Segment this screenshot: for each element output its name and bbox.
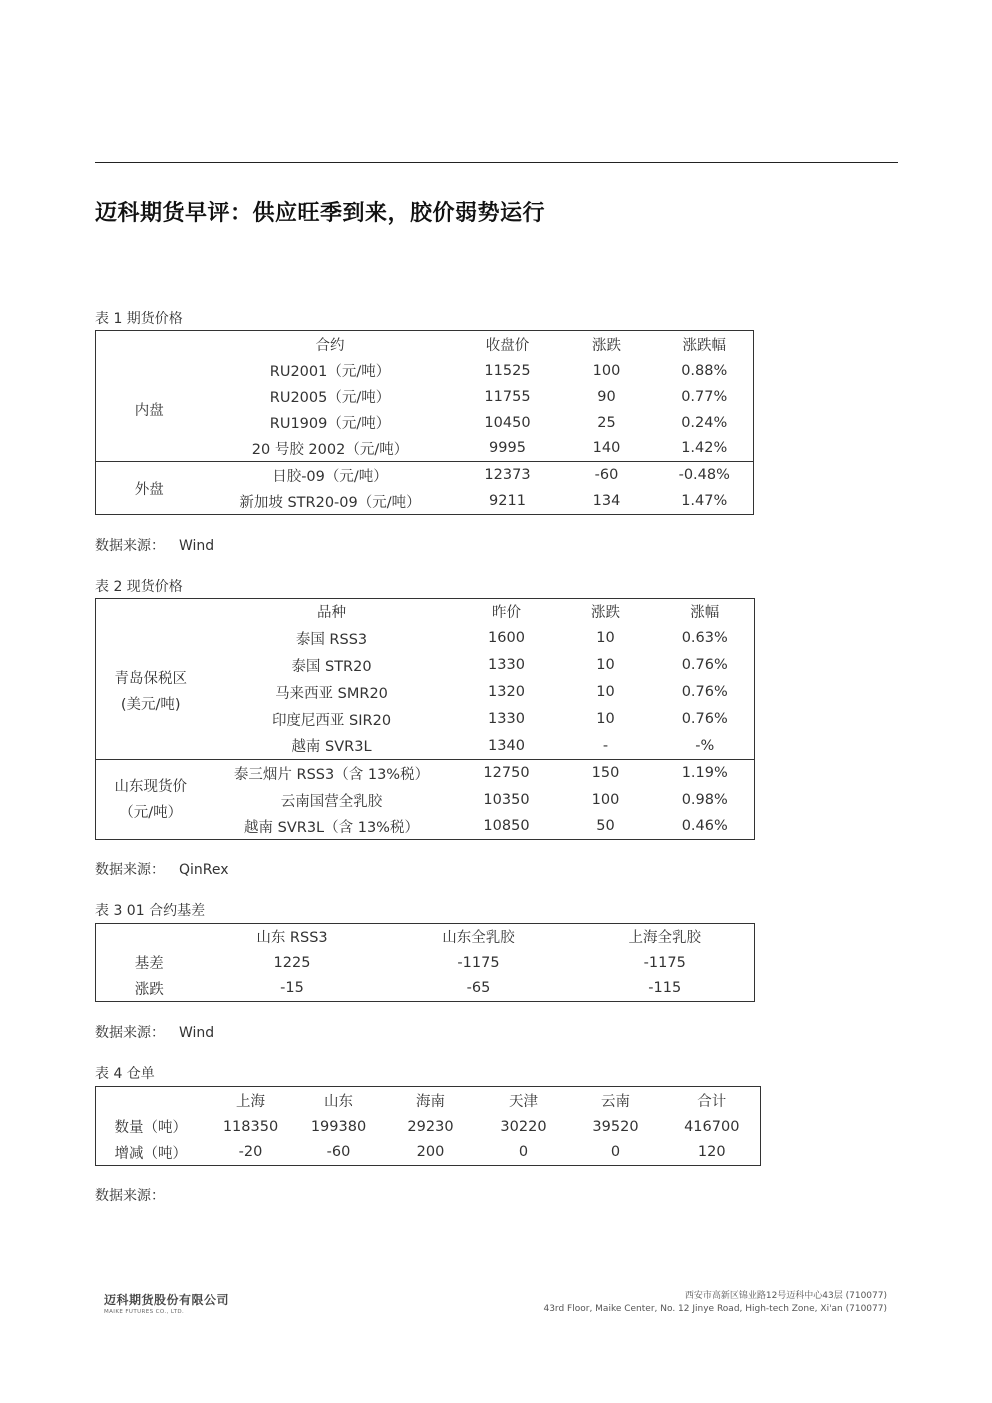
cell: 1330 xyxy=(488,711,525,727)
cell: 泰国 STR20 xyxy=(291,658,372,675)
cell: 云南国营全乳胶 xyxy=(280,793,383,810)
header-close: 收盘价 xyxy=(485,337,530,354)
table2-caption: 表 2 现货价格 xyxy=(95,579,183,595)
cell: -15 xyxy=(280,980,304,997)
table-header-row xyxy=(96,924,755,950)
address-cn: 西安市高新区锦业路12号迈科中心43层 (710077) xyxy=(684,1291,887,1301)
futures-price-table xyxy=(95,330,754,515)
cell: 泰国 RSS3 xyxy=(295,631,368,648)
company-logo xyxy=(104,1291,229,1315)
cell: 20 号胶 2002（元/吨） xyxy=(251,441,409,458)
source-label: 数据来源： xyxy=(95,1025,165,1041)
cell: 日胶-09（元/吨） xyxy=(203,462,458,489)
cell: 1320 xyxy=(488,684,525,700)
cell: 0.46% xyxy=(681,818,728,835)
header-change-pct: 涨跌幅 xyxy=(682,337,726,354)
table3-caption: 表 3 01 合约基差 xyxy=(95,903,206,919)
source-value: QinRex xyxy=(179,862,229,878)
table-header-row xyxy=(96,1087,761,1114)
table-row xyxy=(96,1140,761,1166)
cell: 0.76% xyxy=(681,711,728,727)
cell: 新加坡 STR20-09（元/吨） xyxy=(239,494,421,511)
group-label: 内盘 xyxy=(134,402,164,419)
header-change: 涨跌 xyxy=(592,337,621,354)
company-name-en: MAIKE FUTURES CO., LTD. xyxy=(104,1309,185,1315)
cell: 越南 SVR3L xyxy=(291,739,372,756)
group-label xyxy=(96,760,206,840)
cell: 0 xyxy=(518,1144,529,1161)
row-label: 涨跌 xyxy=(134,981,164,998)
row-label: 数量（吨） xyxy=(114,1120,187,1136)
header-change: 涨跌 xyxy=(591,605,620,622)
header-shanghai: 上海 xyxy=(236,1093,265,1110)
table-header-row xyxy=(96,599,755,625)
basis-table xyxy=(95,923,755,1002)
cell: 1600 xyxy=(488,630,525,646)
cell: -60 xyxy=(558,462,656,489)
table-row xyxy=(96,625,755,652)
group-label xyxy=(96,625,206,760)
cell: 越南 SVR3L（含 13%税） xyxy=(244,819,419,836)
cell: 印度尼西亚 SIR20 xyxy=(271,712,392,729)
cell: 11755 xyxy=(484,388,531,405)
table1-source xyxy=(95,535,214,555)
cell: -60 xyxy=(326,1144,351,1161)
cell: 10850 xyxy=(483,818,530,835)
cell: 10 xyxy=(596,684,615,700)
cell: 10 xyxy=(596,657,615,673)
company-name-cn: 迈科期货股份有限公司 xyxy=(104,1293,230,1307)
group-unit: (美元/吨) xyxy=(120,696,181,713)
cell: 1.19% xyxy=(656,760,755,787)
cell: 1340 xyxy=(488,737,525,754)
cell: 100 xyxy=(591,792,620,808)
header-variety: 品种 xyxy=(317,605,346,622)
page-title: 迈科期货早评：供应旺季到来，胶价弱势运行 xyxy=(95,201,546,226)
spot-price-table xyxy=(95,598,755,840)
row-label: 增减（吨） xyxy=(114,1145,187,1162)
cell: 25 xyxy=(597,414,616,431)
cell: 泰三烟片 RSS3（含 13%税） xyxy=(206,760,458,787)
cell: 0.63% xyxy=(681,630,728,646)
cell: 1.42% xyxy=(681,440,728,457)
table-row xyxy=(96,950,755,976)
cell: 0.77% xyxy=(681,388,728,405)
table4-caption: 表 4 仓单 xyxy=(95,1066,155,1082)
table3-source xyxy=(95,1022,214,1042)
cell: 199380 xyxy=(310,1118,367,1135)
cell: 1.47% xyxy=(681,493,728,510)
cell: -1175 xyxy=(643,954,686,971)
cell: 马来西亚 SMR20 xyxy=(275,685,388,702)
cell: 200 xyxy=(416,1144,445,1161)
header-rule xyxy=(95,162,898,163)
table-row xyxy=(96,976,755,1002)
cell: 1225 xyxy=(273,954,311,971)
cell: 0.76% xyxy=(681,657,728,673)
group-name: 山东现货价 xyxy=(114,778,187,795)
cell: 10350 xyxy=(483,792,530,808)
cell: 0.24% xyxy=(681,414,728,431)
table2-source xyxy=(95,859,229,879)
cell: 1330 xyxy=(488,657,525,673)
address-en: 43rd Floor, Maike Center, No. 12 Jinye Road, High-tech Zone, Xi'an (710077) xyxy=(543,1304,887,1314)
cell: 10 xyxy=(596,630,615,646)
group-name: 青岛保税区 xyxy=(114,670,187,687)
company-address xyxy=(543,1290,887,1316)
cell: 100 xyxy=(592,362,621,379)
cell: -20 xyxy=(238,1144,263,1161)
cell: 9995 xyxy=(489,440,526,457)
cell: 11525 xyxy=(484,362,531,379)
cell: RU2005（元/吨） xyxy=(269,390,391,406)
header-shandong: 山东 xyxy=(324,1093,353,1110)
cell: 118350 xyxy=(222,1118,279,1135)
cell: 90 xyxy=(597,388,616,405)
header-contract: 合约 xyxy=(315,337,345,354)
header-yunnan: 云南 xyxy=(601,1093,630,1110)
table1-caption: 表 1 期货价格 xyxy=(95,311,183,327)
cell: 0.98% xyxy=(681,792,728,808)
source-value: Wind xyxy=(179,1025,215,1041)
source-label: 数据来源： xyxy=(95,1188,165,1204)
table4-source xyxy=(95,1185,179,1205)
header-shanghai-latex: 上海全乳胶 xyxy=(628,930,701,947)
cell: RU1909（元/吨） xyxy=(269,416,391,432)
header-change-pct: 涨幅 xyxy=(690,605,720,622)
cell: - xyxy=(602,737,609,754)
cell: -% xyxy=(695,737,715,754)
table-row xyxy=(96,1114,761,1140)
cell: 50 xyxy=(596,818,615,835)
cell: 134 xyxy=(592,493,621,510)
cell: 150 xyxy=(556,760,656,787)
table-row xyxy=(96,760,755,787)
header-total: 合计 xyxy=(697,1093,727,1110)
header-hainan: 海南 xyxy=(416,1093,445,1110)
source-label: 数据来源： xyxy=(95,538,165,554)
cell: 10 xyxy=(596,711,615,727)
cell: 140 xyxy=(592,440,621,457)
cell: 39520 xyxy=(592,1118,639,1135)
table-row xyxy=(96,358,754,384)
row-label: 基差 xyxy=(134,956,164,972)
table-row xyxy=(96,462,754,489)
cell: 9211 xyxy=(489,493,526,510)
group-label: 外盘 xyxy=(96,462,203,515)
cell: RU2001（元/吨） xyxy=(269,364,391,380)
cell: -65 xyxy=(466,980,491,997)
cell: 0.88% xyxy=(681,362,728,379)
source-label: 数据来源： xyxy=(95,862,165,878)
warehouse-receipt-table xyxy=(95,1086,761,1166)
cell: -1175 xyxy=(457,954,500,971)
table-header-row xyxy=(96,331,754,358)
cell: -115 xyxy=(648,980,682,997)
cell: 0 xyxy=(610,1144,621,1161)
cell: 12373 xyxy=(458,462,558,489)
cell: 30220 xyxy=(500,1118,547,1135)
group-unit: （元/吨） xyxy=(119,804,183,821)
cell: 120 xyxy=(697,1144,726,1161)
header-shandong-latex: 山东全乳胶 xyxy=(442,930,515,947)
cell: 12750 xyxy=(458,760,556,787)
cell: 29230 xyxy=(407,1118,454,1135)
cell: 416700 xyxy=(684,1118,740,1135)
cell: 10450 xyxy=(484,414,531,431)
source-value: Wind xyxy=(179,538,215,554)
header-prev-price: 昨价 xyxy=(492,605,521,622)
header-shandong-rss3: 山东 RSS3 xyxy=(256,930,328,947)
cell: 0.76% xyxy=(681,684,728,700)
cell: -0.48% xyxy=(656,462,754,489)
header-tianjin: 天津 xyxy=(509,1093,538,1110)
